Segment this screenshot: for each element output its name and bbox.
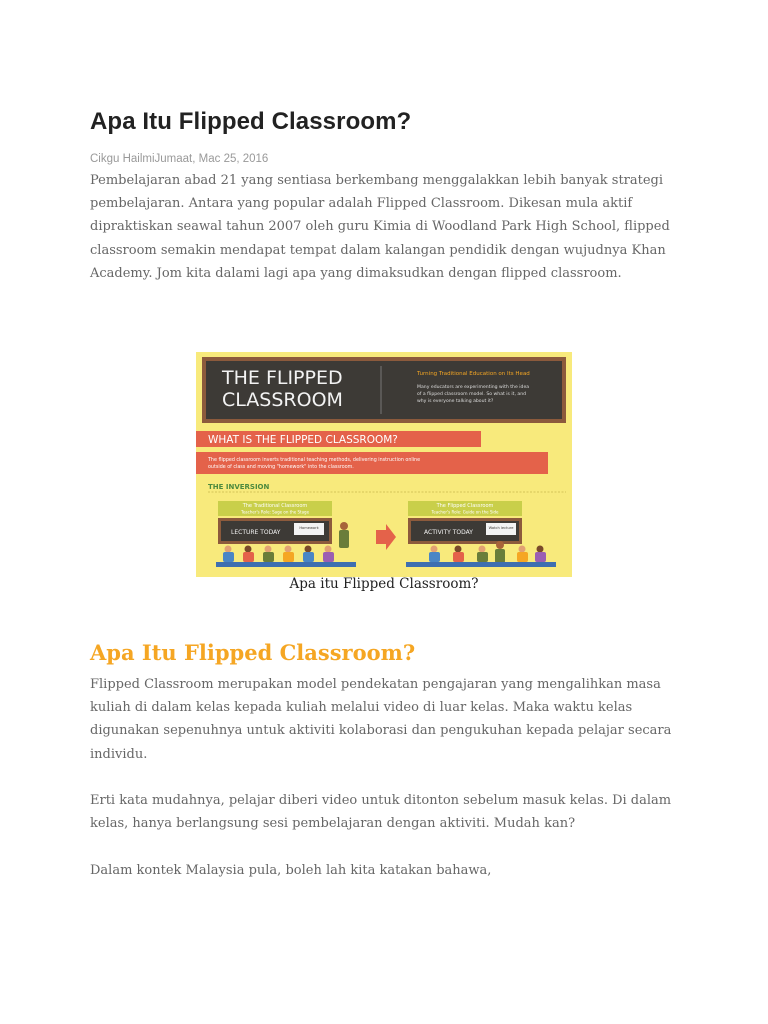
flipped-desks (406, 562, 556, 567)
traditional-title: The Traditional Classroom (242, 503, 308, 509)
flipped-classroom-infographic[interactable] (196, 352, 572, 577)
board-note: Many educators are experimenting with the idea of a flipped classroom model. So what is it, and why is everyone talking about it? (417, 385, 530, 404)
board-title-line2: CLASSROOM (222, 389, 343, 411)
flipped-board-note: Watch lecture (488, 526, 514, 530)
post-meta[interactable]: Cikgu HailmiJumaat, Mac 25, 2016 (90, 153, 269, 165)
traditional-teacher-head (340, 522, 348, 530)
traditional-board-note: Homework (299, 526, 319, 530)
section-heading: Apa Itu Flipped Classroom? (90, 640, 416, 665)
flipped-board-text: ACTIVITY TODAY (424, 529, 473, 536)
post-title: Apa Itu Flipped Classroom? (90, 108, 412, 135)
section-paragraph: Erti kata mudahnya, pelajar diberi video untuk ditonton sebelum masuk kelas. Di dalam kelas, hanya berlangsung sesi pembelajaran dengan aktiviti. Mudah kan? (90, 793, 672, 832)
inversion-label: THE INVERSION (208, 483, 270, 491)
board-title-line1: THE FLIPPED (222, 367, 343, 389)
flipped-subtitle: Teacher's Role: Guide on the Side (431, 509, 499, 515)
traditional-desks (216, 562, 356, 567)
section-paragraph: Flipped Classroom merupakan model pendekatan pengajaran yang mengalihkan masa kuliah di dalam kelas kepada kuliah melalui video di luar kelas. Maka waktu kelas digunakan sepenuhnya untuk aktiviti kolaborasi dan pengukuhan kepada pelajar secara individu. (90, 677, 672, 762)
banner-text: WHAT IS THE FLIPPED CLASSROOM? (208, 434, 398, 446)
flipped-title: The Flipped Classroom (436, 503, 494, 509)
traditional-board-text: LECTURE TODAY (231, 529, 281, 536)
figure-caption: Apa itu Flipped Classroom? (289, 576, 479, 592)
description-text: The flipped classroom inverts traditional teaching methods, delivering instruction online outside of class and moving "homework" into the classroom. (208, 458, 421, 470)
traditional-subtitle: Teacher's Role: Sage on the Stage (240, 509, 310, 515)
board-subtitle: Turning Traditional Education on Its Head (417, 371, 530, 377)
section-paragraph: Dalam kontek Malaysia pula, boleh lah kita katakan bahawa, (90, 863, 492, 878)
traditional-teacher-body (339, 530, 349, 548)
description-box (196, 452, 548, 474)
intro-paragraph: Pembelajaran abad 21 yang sentiasa berkembang menggalakkan lebih banyak strategi pembelajaran. Antara yang popular adalah Flipped Classroom. Dikesan mula aktif dipraktiskan seawal tahun 2007 oleh guru Kimia di Woodland Park High School, flipped classroom semakin mendapat tempat dalam kalangan pendidik dengan wujudnya Khan Academy. Jom kita dalami lagi apa yang dimaksudkan dengan flipped classroom. (90, 173, 670, 281)
